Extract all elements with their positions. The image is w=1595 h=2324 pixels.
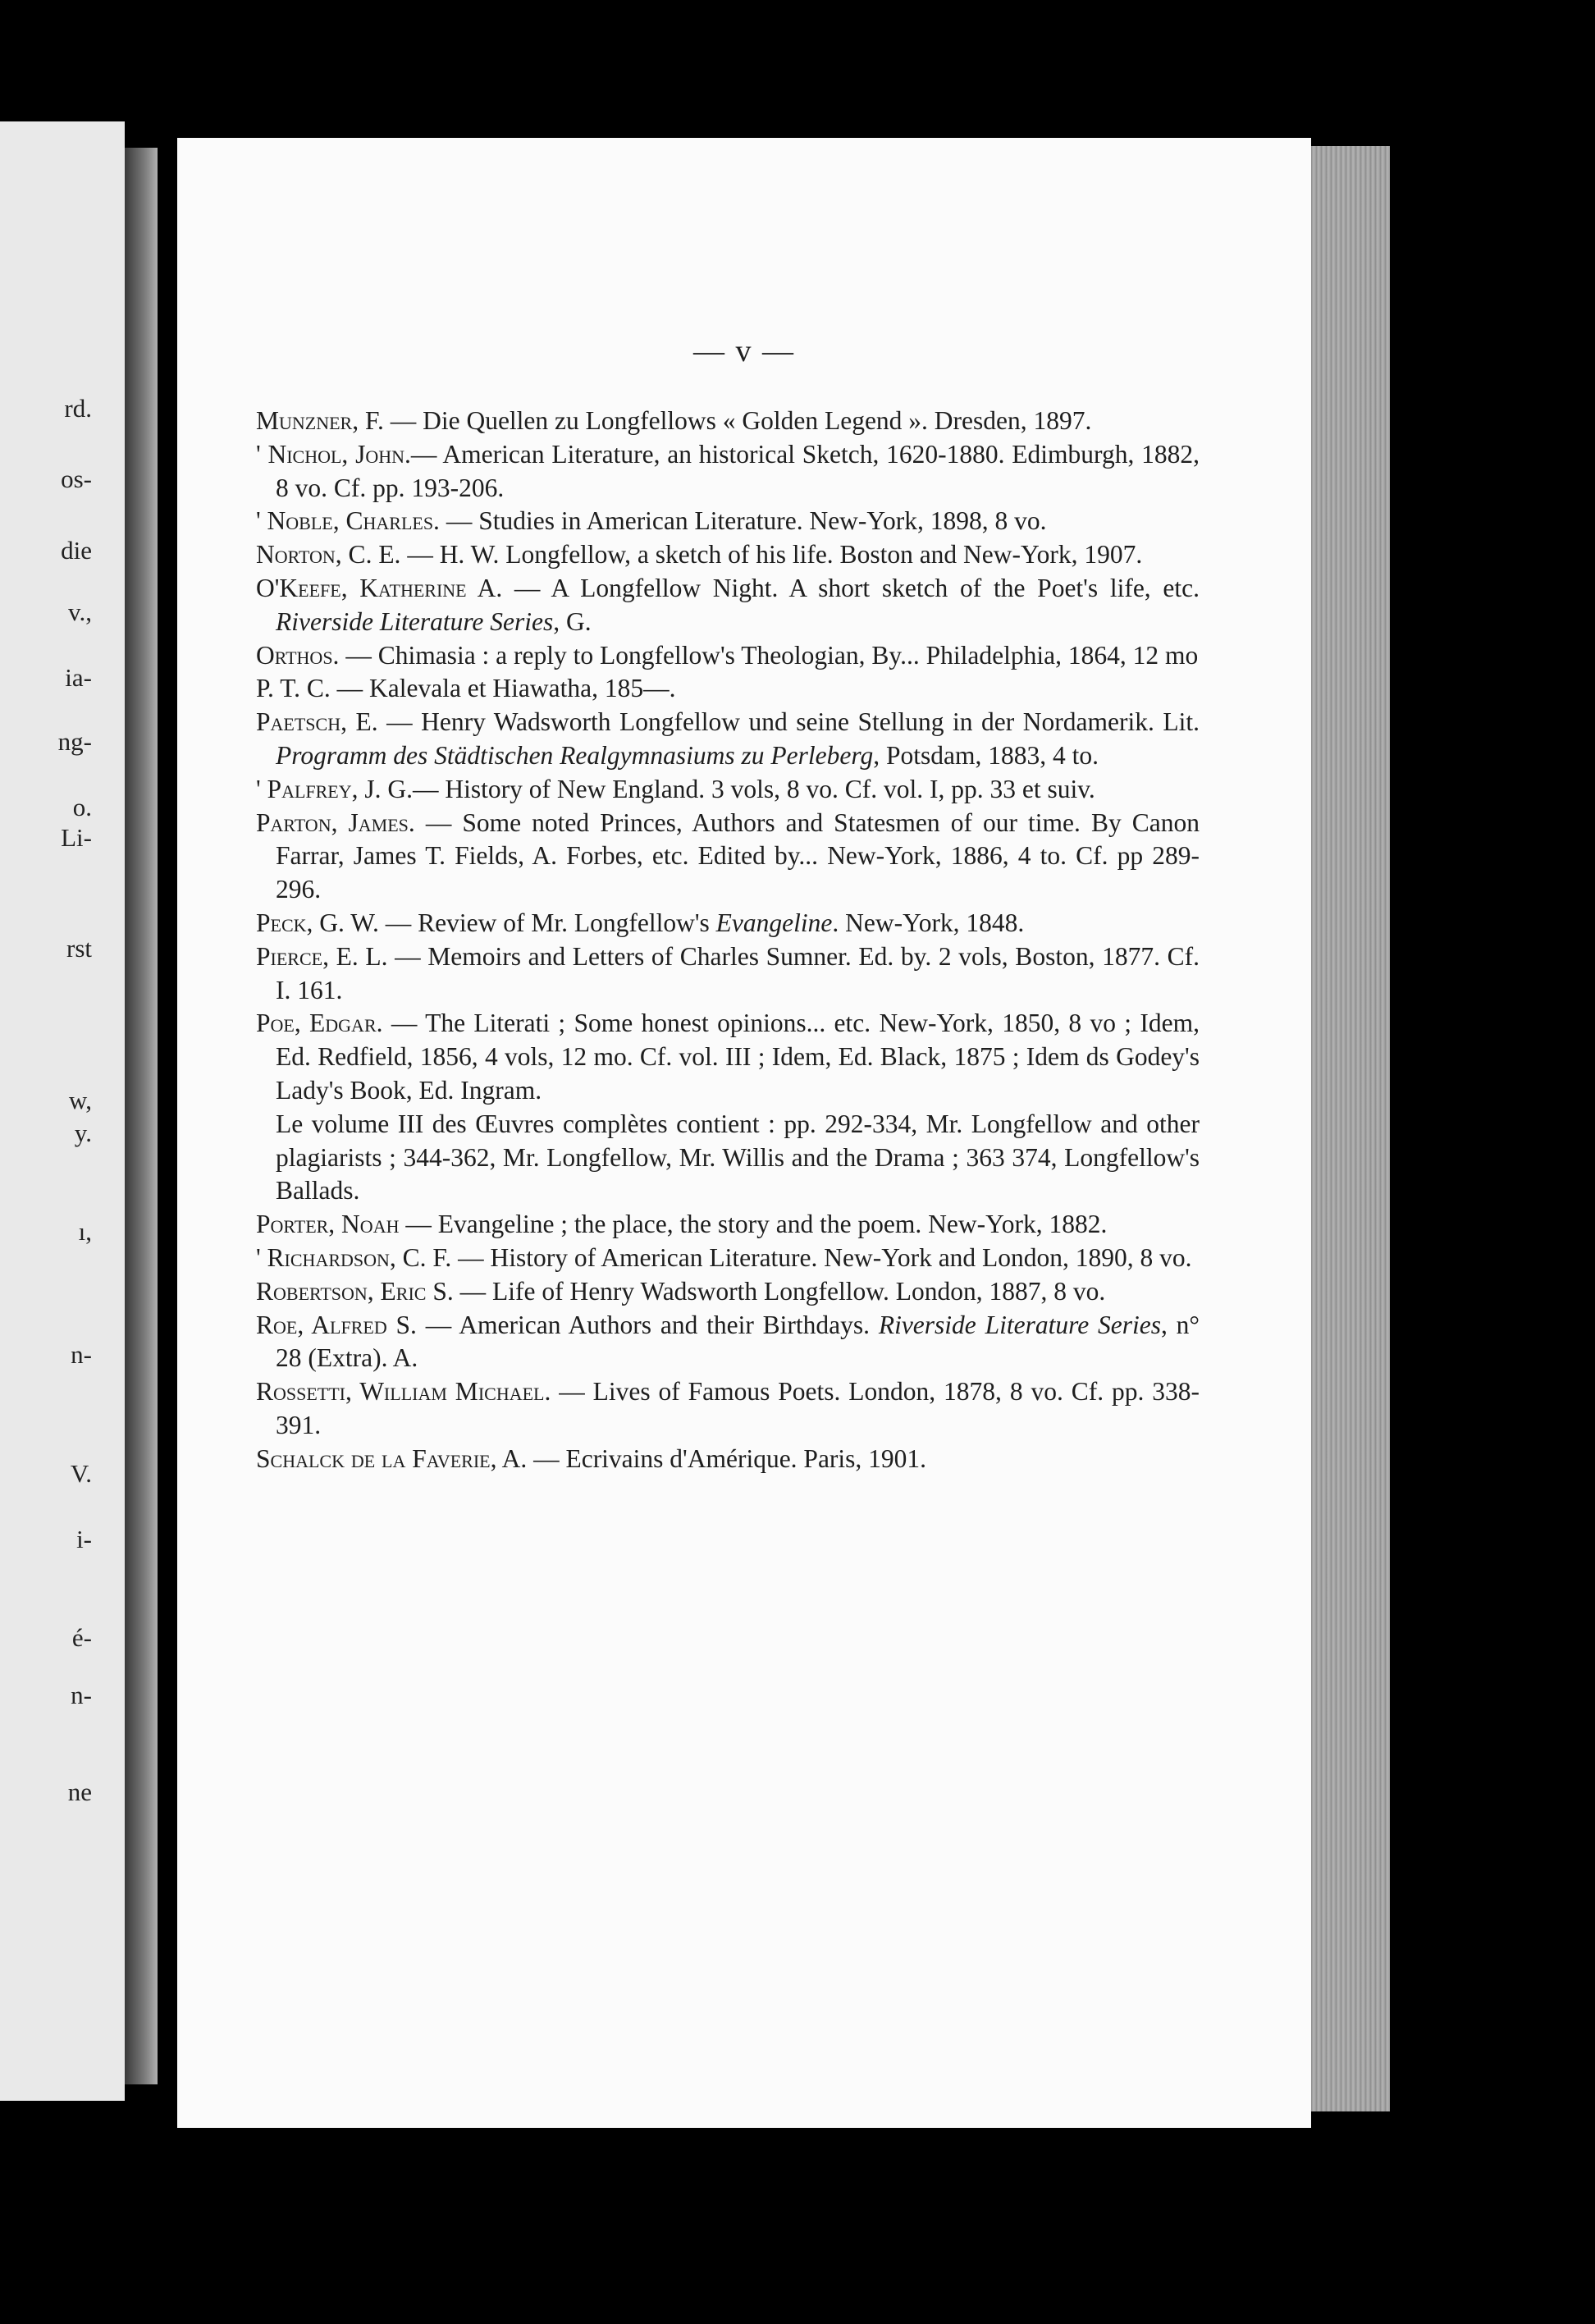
left-page-fragment: rst xyxy=(66,934,92,963)
entry-text: — History of New England. 3 vols, 8 vo. Cf. vol. I, pp. 33 et suiv. xyxy=(413,774,1095,803)
left-page-fragment: y. xyxy=(74,1119,92,1147)
entry-italic-title: Programm des Städtischen Realgymnasiums zu Perleberg xyxy=(276,740,874,770)
left-page-fragment: i- xyxy=(76,1525,92,1553)
entry-author: Paetsch, E. xyxy=(256,707,378,737)
entry-author: Orthos. xyxy=(256,640,340,670)
entry-author: Parton, James. xyxy=(256,807,415,837)
left-page-fragment: rd. xyxy=(64,394,92,423)
bibliography-entry xyxy=(256,907,1200,940)
bibliography-entry xyxy=(256,639,1200,673)
entry-text-tail: , n° 28 (Extra). A. xyxy=(276,1310,1200,1373)
left-page-fragment: ia- xyxy=(65,663,92,692)
entry-text: — Kalevala et Hiawatha, 185—. xyxy=(330,674,676,703)
entry-text: — Chimasia : a reply to Longfellow's Theologian, By... Philadelphia, 1864, 12 mo xyxy=(339,640,1199,670)
entry-author: Munzner, F. xyxy=(256,406,384,435)
left-facing-page xyxy=(0,121,125,2101)
bibliography-entry xyxy=(256,505,1200,538)
left-page-fragment: w, xyxy=(68,1086,92,1114)
entry-text: — Ecrivains d'Amérique. Paris, 1901. xyxy=(527,1443,927,1473)
left-page-fragment: o. xyxy=(72,793,92,821)
page-edges xyxy=(1311,146,1390,2111)
entry-italic-title: Riverside Literature Series xyxy=(276,606,554,636)
entry-text: — Studies in American Literature. New-York, 1898, 8 vo. xyxy=(439,506,1047,536)
entry-author: Porter, Noah xyxy=(256,1210,400,1239)
left-page-fragment: os- xyxy=(61,464,92,493)
bibliography-entry xyxy=(256,1007,1200,1107)
entry-text: — Evangeline ; the place, the story and the poem. New-York, 1882. xyxy=(399,1210,1108,1239)
bibliography-entry xyxy=(256,1275,1200,1309)
left-page-fragment: ng- xyxy=(57,727,92,756)
left-page-fragment: n- xyxy=(71,1340,92,1369)
bibliography-entry xyxy=(256,706,1200,773)
left-page-fragment: die xyxy=(61,536,92,565)
entry-text: — A Longfellow Night. A short sketch of the Poet's life, etc. xyxy=(502,573,1200,602)
entry-author: O'Keefe, Katherine A. xyxy=(256,573,503,602)
bibliography-entry xyxy=(256,405,1200,438)
left-page-fragment: V. xyxy=(70,1459,92,1488)
entry-text: — History of American Literature. New-York and London, 1890, 8 vo. xyxy=(451,1242,1192,1272)
entry-author: Robertson, Eric S. xyxy=(256,1276,454,1306)
book-page xyxy=(177,138,1311,2128)
entry-text: — Die Quellen zu Longfellows « Golden Legend ». Dresden, 1897. xyxy=(383,406,1092,435)
bibliography-entry xyxy=(256,773,1200,807)
entry-italic-title: Riverside Literature Series xyxy=(878,1310,1161,1339)
entry-text: — American Literature, an historical Sketch, 1620-1880. Edimburgh, 1882, 8 vo. Cf. pp. 193-206. xyxy=(276,439,1200,502)
bibliography-entry xyxy=(256,1242,1200,1275)
entry-author: ' Palfrey, J. G. xyxy=(256,774,414,803)
left-page-fragment: n- xyxy=(71,1681,92,1709)
entry-text-tail: . New-York, 1848. xyxy=(832,908,1025,937)
bibliography-entry xyxy=(256,1309,1200,1376)
entry-text: — The Literati ; Some honest opinions... etc. New-York, 1850, 8 vo ; Idem, Ed. Redfield, 1856, 4 vols, 12 mo. Cf. vol. III ; Idem, Ed. Black, 1875 ; Idem ds Godey's Lady's Book, Ed. Ingram. xyxy=(276,1009,1200,1105)
entry-author: Roe, Alfred S. xyxy=(256,1310,417,1339)
bibliography-entry xyxy=(256,1375,1200,1443)
entry-text: — Henry Wadsworth Longfellow und seine Stellung in der Nordamerik. Lit. xyxy=(377,707,1200,737)
bibliography-note: Le volume III des Œuvres complètes contient : pp. 292-334, Mr. Longfellow and other plagiarists ; 344-362, Mr. Longfellow, Mr. Willis and the Drama ; 363 374, Longfellow's Ballads. xyxy=(276,1109,1200,1205)
entry-text: — American Authors and their Birthdays. xyxy=(416,1310,879,1339)
bibliography-entry xyxy=(256,1208,1200,1242)
left-page-fragment: ne xyxy=(67,1777,92,1806)
bibliography-entry xyxy=(256,572,1200,639)
book-gutter xyxy=(125,148,158,2084)
bibliography-entry xyxy=(256,438,1200,506)
entry-text: — Lives of Famous Poets. London, 1878, 8 vo. Cf. pp. 338-391. xyxy=(276,1377,1200,1439)
entry-author: ' Richardson, C. F. xyxy=(256,1242,452,1272)
left-page-fragment: é- xyxy=(71,1623,92,1652)
bibliography-entry xyxy=(256,807,1200,907)
entry-text-tail: , G. xyxy=(553,606,592,636)
entry-author: Norton, C. E. xyxy=(256,540,401,570)
entry-text: — Some noted Princes, Authors and Statesmen of our time. By Canon Farrar, James T. Fields, A. Forbes, etc. Edited by... New-York, 1886, 4 to. Cf. pp 289-296. xyxy=(276,807,1200,904)
entry-author: Schalck de la Faverie, A. xyxy=(256,1443,528,1473)
left-page-fragment: ı, xyxy=(78,1217,92,1246)
bibliography-entry xyxy=(256,1443,1200,1476)
entry-text: — Life of Henry Wadsworth Longfellow. London, 1887, 8 vo. xyxy=(453,1276,1106,1306)
left-page-fragment: Li- xyxy=(61,823,92,852)
entry-author: Pierce, E. L. xyxy=(256,941,388,971)
entry-author: Peck, G. W. xyxy=(256,908,379,937)
entry-author: ' Nichol, John. xyxy=(256,439,411,469)
bibliography-entry xyxy=(256,672,1200,706)
entry-author: Rossetti, William Michael. xyxy=(256,1377,551,1407)
entry-author: P. T. C. xyxy=(256,674,331,703)
bibliography-list xyxy=(256,405,1200,1476)
entry-author: Poe, Edgar. xyxy=(256,1009,383,1038)
entry-italic-title: Evangeline xyxy=(715,908,833,937)
page-number: — v — xyxy=(693,334,795,368)
entry-text: — Memoirs and Letters of Charles Sumner. Ed. by. 2 vols, Boston, 1877. Cf. I. 161. xyxy=(276,941,1200,1004)
bibliography-entry xyxy=(256,940,1200,1008)
entry-text-tail: , Potsdam, 1883, 4 to. xyxy=(873,740,1099,770)
entry-author: ' Noble, Charles. xyxy=(256,506,440,536)
entry-text: — H. W. Longfellow, a sketch of his life. Boston and New-York, 1907. xyxy=(400,540,1143,570)
left-page-fragment: v., xyxy=(68,597,92,626)
bibliography-entry xyxy=(256,538,1200,572)
entry-text: — Review of Mr. Longfellow's xyxy=(378,908,716,937)
